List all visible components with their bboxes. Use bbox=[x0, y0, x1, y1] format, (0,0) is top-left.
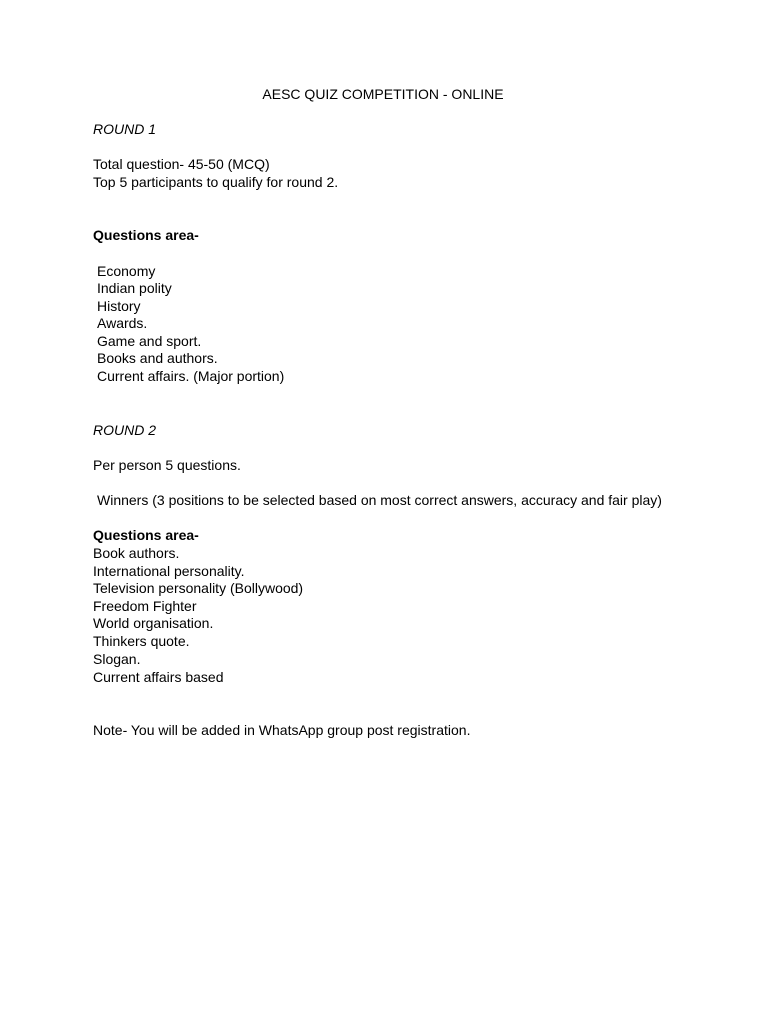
round1-heading: ROUND 1 bbox=[93, 121, 157, 137]
round1-qualify-text: Top 5 participants to qualify for round 2. bbox=[93, 174, 339, 190]
round1-questions-heading: Questions area- bbox=[93, 227, 199, 243]
round1-area-item: Game and sport. bbox=[97, 333, 202, 349]
round1-area-item: History bbox=[97, 298, 141, 314]
round1-area-item: Books and authors. bbox=[97, 350, 218, 366]
round2-per-person: Per person 5 questions. bbox=[93, 457, 241, 473]
round1-area-item: Current affairs. (Major portion) bbox=[97, 368, 285, 384]
round2-area-item: World organisation. bbox=[93, 615, 214, 631]
round1-area-item: Indian polity bbox=[97, 280, 172, 296]
round2-area-item: Freedom Fighter bbox=[93, 598, 197, 614]
round2-area-item: Television personality (Bollywood) bbox=[93, 580, 304, 596]
registration-note: Note- You will be added in WhatsApp group post registration. bbox=[93, 722, 471, 738]
round2-questions-heading: Questions area- bbox=[93, 527, 199, 543]
document-title: AESC QUIZ COMPETITION - ONLINE bbox=[262, 86, 504, 102]
round2-heading: ROUND 2 bbox=[93, 422, 157, 438]
round1-total-questions: Total question- 45-50 (MCQ) bbox=[93, 156, 270, 172]
round2-area-item: Current affairs based bbox=[93, 669, 224, 685]
round1-area-item: Awards. bbox=[97, 315, 148, 331]
round2-area-item: Thinkers quote. bbox=[93, 633, 190, 649]
round2-winners-text: Winners (3 positions to be selected based on most correct answers, accuracy and fair play) bbox=[97, 492, 662, 508]
round2-area-item: International personality. bbox=[93, 563, 245, 579]
round1-area-item: Economy bbox=[97, 263, 156, 279]
round2-area-item: Book authors. bbox=[93, 545, 180, 561]
round2-area-item: Slogan. bbox=[93, 651, 141, 667]
